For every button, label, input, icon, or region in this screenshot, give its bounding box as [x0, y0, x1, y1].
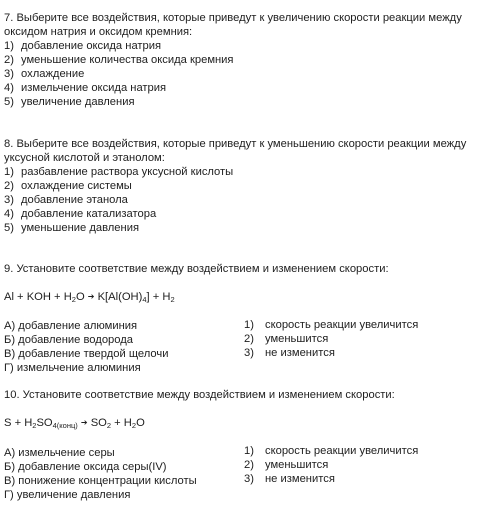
question-8-text: 8. Выберите все воздействия, которые приведут к уменьшению скорости реакции между уксусной кислотой и этанолом: — [4, 138, 467, 164]
question-10-text: 10. Установите соответствие между воздействием и изменением скорости: — [4, 389, 395, 401]
q10-effect-b: Б) добавление оксида серы(IV) — [4, 461, 167, 473]
option-number: 2) — [244, 333, 254, 345]
option-number: 3) — [244, 347, 254, 359]
option-label: разбавление раствора уксусной кислоты — [21, 166, 234, 178]
option-number: 3) — [244, 473, 254, 485]
q10-change-2 — [244, 458, 418, 472]
q8-option-1 — [4, 165, 498, 179]
eq-part: SO — [36, 417, 53, 429]
option-number: 2) — [244, 459, 254, 471]
eq-subscript: 2 — [131, 421, 137, 430]
question-8 — [4, 137, 498, 235]
q8-option-5 — [4, 221, 498, 235]
arrow-icon: ➔ — [87, 292, 95, 301]
option-label: добавление катализатора — [21, 208, 157, 220]
eq-part: S + H — [4, 417, 33, 429]
q10-effects-list — [4, 446, 197, 502]
option-number: 4) — [4, 82, 14, 94]
eq-part: SO — [87, 417, 107, 429]
eq-part: O — [75, 291, 88, 303]
option-number: 1) — [4, 40, 14, 52]
option-number: 5) — [4, 96, 14, 108]
q7-option-1 — [4, 39, 498, 53]
option-number: 4) — [4, 208, 14, 220]
option-label: охлаждение — [21, 68, 85, 80]
option-label: измельчение оксида натрия — [21, 82, 167, 94]
q10-change-3 — [244, 472, 418, 486]
option-label: охлаждение системы — [21, 180, 132, 192]
eq-subscript: 2 — [170, 295, 175, 304]
option-number: 2) — [4, 180, 14, 192]
q9-effect-a: А) добавление алюминия — [4, 320, 138, 332]
q9-change-1 — [244, 318, 418, 332]
q9-change-2 — [244, 332, 418, 346]
option-label: добавление этанола — [21, 194, 128, 206]
question-9-text: 9. Установите соответствие между воздействием и изменением скорости: — [4, 263, 389, 275]
eq-part: Al + KOH + H — [4, 291, 72, 303]
q10-change-1 — [244, 444, 418, 458]
option-number: 3) — [4, 194, 14, 206]
q10-changes-list — [244, 444, 418, 486]
q7-option-5 — [4, 95, 498, 109]
q9-changes-list — [244, 318, 418, 360]
q9-effects-list — [4, 319, 168, 375]
eq-part: K[Al(OH) — [94, 291, 143, 303]
option-label: добавление оксида натрия — [21, 40, 162, 52]
option-label: уменьшение давления — [21, 222, 140, 234]
q7-option-4 — [4, 81, 498, 95]
question-7 — [4, 11, 498, 109]
q9-effect-b: Б) добавление водорода — [4, 334, 133, 346]
q7-option-3 — [4, 67, 498, 81]
q8-option-2 — [4, 179, 498, 193]
eq-subscript: 2 — [71, 295, 76, 304]
question-7-text: 7. Выберите все воздействия, которые приведут к увеличению скорости реакции между оксидом натрия и оксидом кремния: — [4, 12, 462, 38]
eq-part: ] + H — [146, 291, 171, 303]
option-label: скорость реакции увеличится — [265, 445, 419, 457]
question-9 — [4, 262, 498, 276]
eq-subscript: 4 — [142, 295, 147, 304]
eq-subscript: 4(конц) — [52, 421, 78, 430]
option-number: 2) — [4, 54, 14, 66]
eq-part: + H — [111, 417, 132, 429]
q8-option-4 — [4, 207, 498, 221]
option-label: не изменится — [265, 473, 335, 485]
option-number: 5) — [4, 222, 14, 234]
q10-equation — [4, 416, 145, 433]
option-number: 1) — [244, 445, 254, 457]
q9-change-3 — [244, 346, 418, 360]
option-label: скорость реакции увеличится — [265, 319, 419, 331]
option-label: уменьшится — [265, 333, 329, 345]
q10-effect-c: В) понижение концентрации кислоты — [4, 475, 197, 487]
q7-option-2 — [4, 53, 498, 67]
q10-effect-a: А) измельчение серы — [4, 447, 115, 459]
option-number: 1) — [4, 166, 14, 178]
option-number: 3) — [4, 68, 14, 80]
q9-effect-d: Г) измельчение алюминия — [4, 362, 141, 374]
question-10 — [4, 388, 498, 402]
q9-equation — [4, 290, 175, 307]
q9-effect-c: В) добавление твердой щелочи — [4, 348, 169, 360]
option-label: увеличение давления — [21, 96, 135, 108]
option-label: не изменится — [265, 347, 335, 359]
eq-subscript: 2 — [32, 421, 37, 430]
eq-subscript: 2 — [106, 421, 112, 430]
option-label: уменьшится — [265, 459, 329, 471]
eq-part: O — [136, 417, 145, 429]
q10-effect-d: Г) увеличение давления — [4, 489, 131, 501]
option-number: 1) — [244, 319, 254, 331]
q8-option-3 — [4, 193, 498, 207]
option-label: уменьшение количества оксида кремния — [21, 54, 234, 66]
arrow-icon: ➔ — [80, 418, 88, 427]
